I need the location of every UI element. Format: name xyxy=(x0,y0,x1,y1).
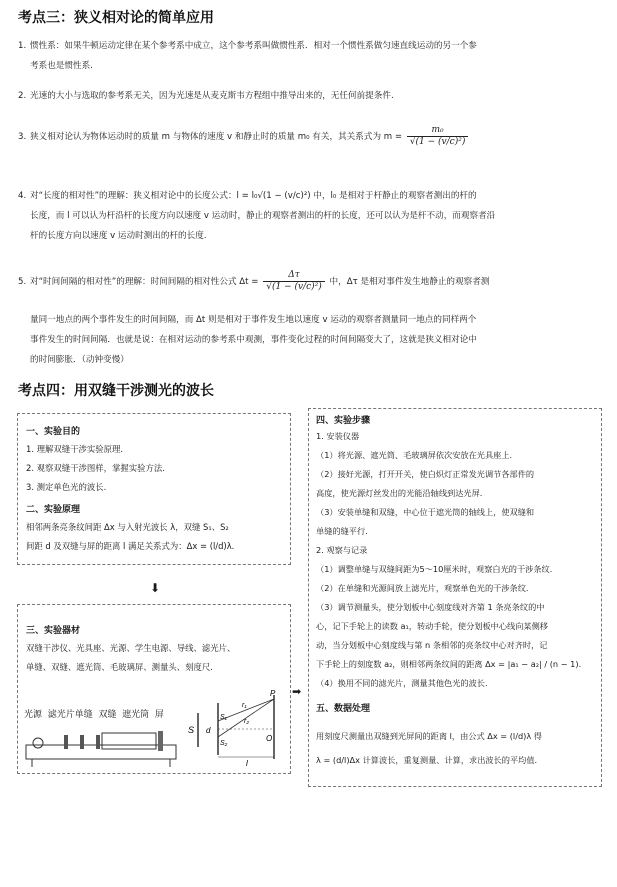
item-3: 3. 狭义相对论认为物体运动时的质量 m 与物体的速度 v 和静止时的质量 m₀ 有关，其关系式为 m = $\frac{\text{m₀}}{\text{√(1 − (v/c)²)}}$ xyxy=(18,125,613,148)
mass-formula: $\frac{\text{m₀}}{\text{√(1 − (v/c)²)}}$ xyxy=(407,125,469,148)
light-tube-icon xyxy=(102,733,156,749)
label-O: O xyxy=(266,734,273,743)
single-slit-icon xyxy=(80,735,84,749)
label-d: d xyxy=(206,726,211,735)
label-S1: S₁ xyxy=(220,714,227,721)
materials-text: 双缝干涉仪、光具座、光源、学生电源、导线、滤光片、 单缝、双缝、遮光筒、毛玻璃屏、测量头、刻度尺. xyxy=(26,643,236,672)
apparatus-label: 光源 滤光片单缝 双缝 遮光筒 屏 xyxy=(24,710,164,720)
principle-heading: 二、实验原理 xyxy=(26,505,81,515)
item-1: 1. 惯性系：如果牛顿运动定律在某个参考系中成立，这个参考系叫做惯性系．相对一个惯性系做匀速直线运动的另一个参 考系也是惯性系. xyxy=(18,41,477,71)
item-4: 4. 对“长度的相对性”的理解：狭义相对论中的长度公式：l = l₀√(1 − (v/c)²) 中，l₀ 是相对于杆静止的观察者测出的杆的 长度，而 l 可以认为杆沿杆的长度方向以速度 v 运动时，静止的观察者测出的杆的长度，还可以认为是杆不动，而观察者沿 杆的长度方向以速度 v 运动时测出的杆的长度. xyxy=(18,191,496,241)
item-5: 5. 对“时间间隔的相对性”的理解：时间间隔的相对性公式 Δt = $\frac{\Delta\tau}{\text{√(1 − (v/c)²)}}$ 中，Δτ 是相对事件发生地静止的观察者测 xyxy=(18,270,490,292)
section3-title: 考点三：狭义相对论的简单应用 xyxy=(18,10,214,26)
apparatus-diagram xyxy=(24,721,184,771)
box-materials xyxy=(17,604,291,774)
materials-heading: 三、实验器材 xyxy=(26,626,81,636)
label-r1: r₁ xyxy=(242,702,247,709)
purpose-list: 1. 理解双缝干涉实验原理. 2. 观察双缝干涉图样，掌握实验方法. 3. 测定单色光的波长. xyxy=(26,444,165,492)
data-text: 用刻度尺测量出双缝到光屏间的距离 l，由公式 Δx = (l/d)λ 得 λ = (d/l)Δx 计算波长，重复测量、计算，求出波长的平均值. xyxy=(316,731,542,765)
box-steps-data xyxy=(308,408,602,787)
purpose-heading: 一、实验目的 xyxy=(26,427,81,437)
optical-bench xyxy=(26,745,176,759)
item-2: 2. 光速的大小与选取的参考系无关，因为光速是从麦克斯韦方程组中推导出来的，无任何前提条件. xyxy=(18,91,394,101)
interference-diagram xyxy=(184,689,286,767)
double-slit-icon xyxy=(96,735,100,749)
arrow-down: ⬇ xyxy=(150,581,161,595)
item-5-cont: 量同一地点的两个事件发生的时间间隔，而 Δt 则是相对于事件发生地以速度 v 运动的观察者测量同一地点的同样两个 事件发生的时间间隔．也就是说：在相对运动的参考系中观测，事件变化过程的时间间隔变大了，这就是狭义相对论中 的时间膨胀．（动钟变慢） xyxy=(30,315,477,365)
steps-list: 1. 安装仪器 （1）将光源、遮光筒、毛玻璃屏依次安放在光具座上. （2）接好光源，打开开关，使白炽灯正常发光调节各部件的 高度，使光源灯丝发出的光能沿轴线到达光屏. （3）安装单缝和双缝，中心位于遮光筒的轴线上，使双缝和 单缝的缝平行. 2. 观察与记录 （1）调整单缝与双缝间距为5～10厘米时，观察白光的干涉条纹. （2）在单缝和光源间放上滤光片，观察单色光的干涉条纹. （3）调节测量头，使分划板中心刻度线对齐第 1 条亮条纹的中 心，记下手轮上的读数 a₁，转动手轮，使分划板中心线向某侧移 动，当分划板中心刻度线与第 n 条相邻的亮条纹中心对齐时，记 下手轮上的刻度数 a₂，则相邻两条纹间的距离 Δx = |a₁ − a₂| / (n − 1). （4）换用不同的滤光片，测量其他色光的波长. xyxy=(316,431,582,688)
label-P: P xyxy=(270,689,276,698)
box-purpose-principle xyxy=(17,413,291,565)
label-S2: S₂ xyxy=(220,740,228,747)
label-l: l xyxy=(246,759,248,767)
time-formula: $\frac{\Delta\tau}{\text{√(1 − (v/c)²)}}$ xyxy=(263,270,325,293)
filter-icon xyxy=(64,735,68,749)
label-S: S xyxy=(188,725,195,735)
light-source-icon xyxy=(33,738,43,748)
data-heading: 五、数据处理 xyxy=(316,704,371,714)
steps-heading: 四、实验步骤 xyxy=(316,416,371,426)
arrow-right: ➡ xyxy=(292,685,302,698)
principle-text: 相邻两条亮条纹间距 Δx 与入射光波长 λ，双缝 S₁、S₂ 间距 d 及双缝与屏的距离 l 满足关系式为：Δx = (l/d)λ. xyxy=(26,522,235,551)
section4-title: 考点四：用双缝干涉测光的波长 xyxy=(18,383,214,399)
label-r2: r₂ xyxy=(244,718,250,725)
screen-icon xyxy=(158,731,163,751)
